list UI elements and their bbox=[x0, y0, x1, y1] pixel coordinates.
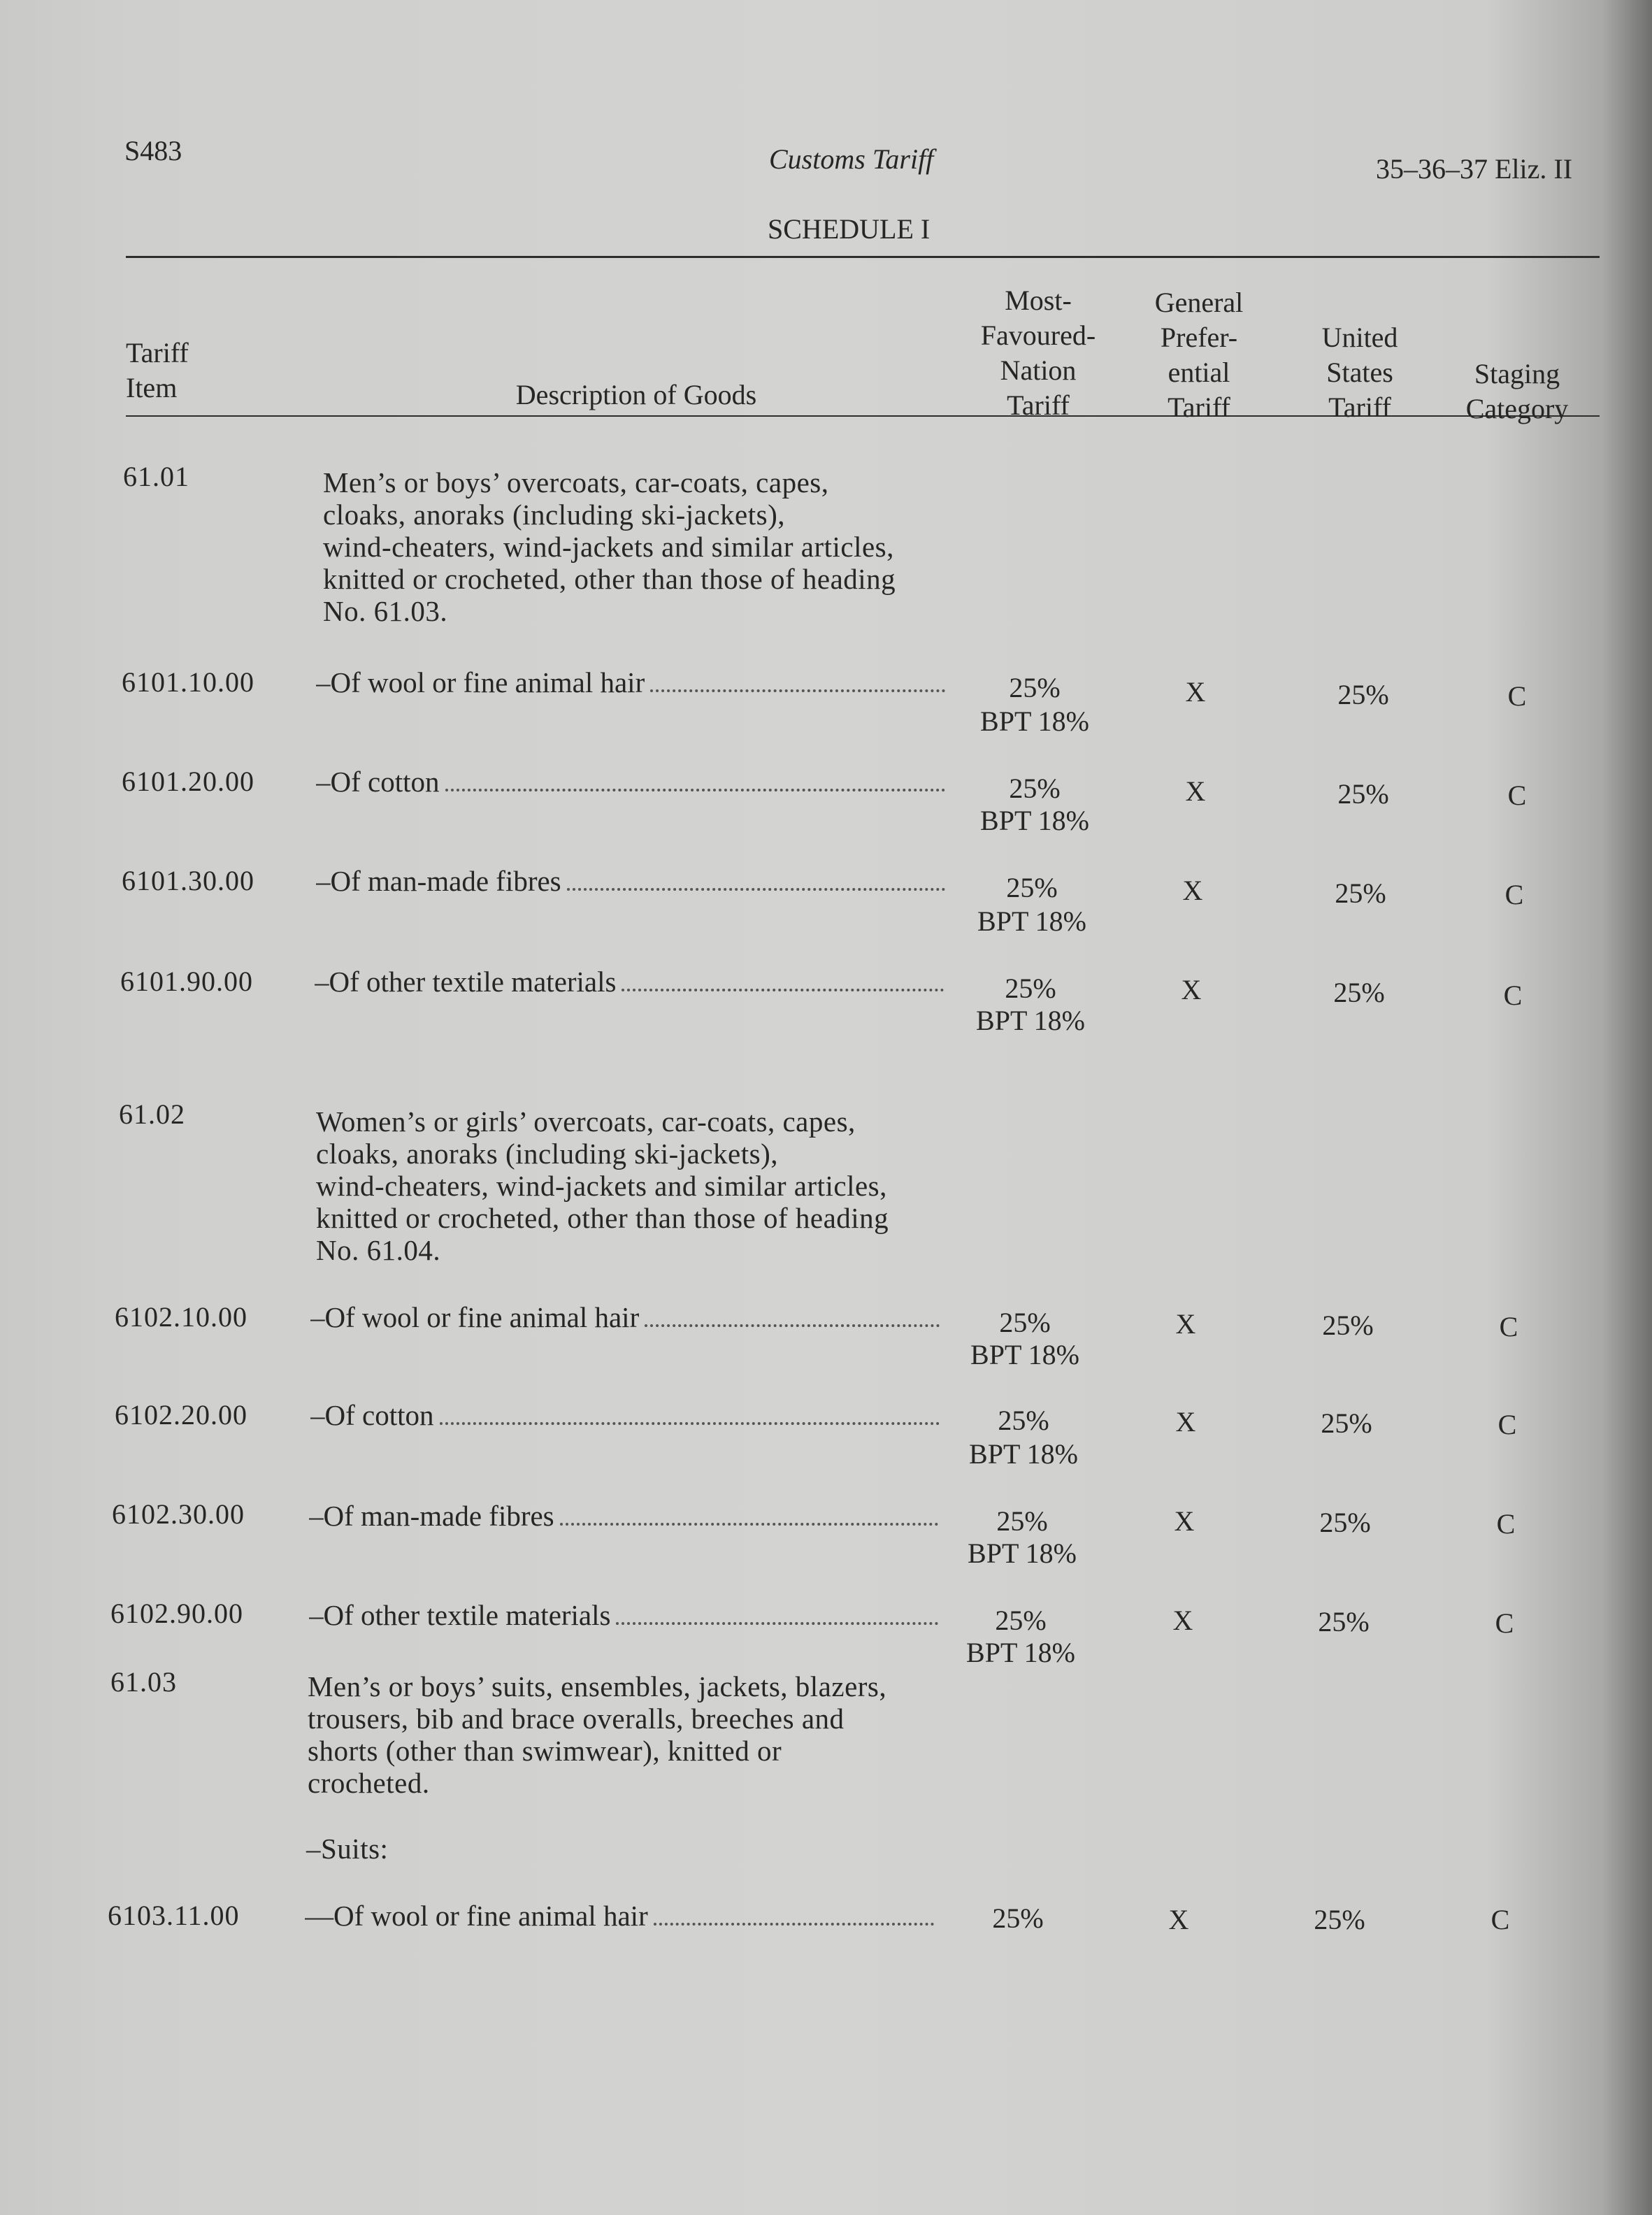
mfn-rate: 25% bbox=[999, 1307, 1051, 1338]
mfn-rate: 25% bbox=[992, 1902, 1044, 1934]
mfn-bpt-rate: BPT 18% bbox=[980, 805, 1089, 836]
staging-category: C bbox=[1497, 1409, 1517, 1440]
gpt-rate: X bbox=[1174, 1505, 1195, 1537]
us-rate: 25% bbox=[1321, 1407, 1372, 1439]
col-description: Description of Goods bbox=[515, 379, 757, 410]
goods-description: –Of other textile materials bbox=[315, 968, 944, 996]
tariff-item-code: 6101.20.00 bbox=[122, 766, 254, 797]
gpt-rate: X bbox=[1175, 1308, 1196, 1340]
tariff-item-code: 6102.90.00 bbox=[110, 1598, 243, 1629]
heading-description-line: shorts (other than swimwear), knitted or bbox=[308, 1735, 782, 1767]
mfn-rate: 25% bbox=[1009, 672, 1061, 703]
mfn-rate: 25% bbox=[1005, 973, 1056, 1004]
heading-code: 61.03 bbox=[110, 1666, 177, 1698]
mfn-bpt-rate: BPT 18% bbox=[968, 1537, 1077, 1569]
gpt-rate: X bbox=[1182, 875, 1203, 906]
mfn-bpt-rate: BPT 18% bbox=[977, 905, 1086, 937]
heading-description-line: wind-cheaters, wind-jackets and similar articles, bbox=[323, 531, 894, 563]
mfn-bpt-rate: BPT 18% bbox=[969, 1438, 1078, 1470]
tariff-item-code: 6102.30.00 bbox=[112, 1498, 245, 1530]
tariff-item-code: 6102.10.00 bbox=[115, 1301, 247, 1333]
col-staging-category: Staging Category bbox=[1465, 358, 1569, 424]
mfn-rate: 25% bbox=[1009, 773, 1061, 804]
mfn-rate: 25% bbox=[998, 1405, 1049, 1436]
us-rate: 25% bbox=[1318, 1606, 1370, 1637]
heading-description-line: trousers, bib and brace overalls, breeches and bbox=[308, 1703, 845, 1735]
heading-description-line: knitted or crocheted, other than those of heading bbox=[316, 1202, 889, 1234]
heading-code: 61.01 bbox=[123, 461, 189, 492]
gpt-rate: X bbox=[1172, 1605, 1193, 1636]
heading-code: 61.02 bbox=[119, 1098, 185, 1130]
us-rate: 25% bbox=[1337, 778, 1389, 810]
tariff-item-code: 6102.20.00 bbox=[115, 1399, 247, 1431]
tariff-item-code: 6101.90.00 bbox=[120, 966, 253, 997]
goods-description: –Of wool or fine animal hair bbox=[310, 1303, 940, 1332]
gpt-rate: X bbox=[1185, 775, 1206, 807]
mfn-rate: 25% bbox=[1006, 872, 1058, 903]
col-tariff-item: Tariff Item bbox=[126, 337, 189, 403]
staging-category: C bbox=[1503, 980, 1523, 1011]
statute-reference: 35–36–37 Eliz. II bbox=[1376, 153, 1573, 185]
heading-description-line: cloaks, anoraks (including ski-jackets), bbox=[316, 1138, 779, 1170]
goods-description: –Of other textile materials bbox=[309, 1601, 938, 1630]
heading-description-line: Men’s or boys’ suits, ensembles, jackets, blazers, bbox=[308, 1670, 887, 1703]
heading-description-line: Men’s or boys’ overcoats, car-coats, capes, bbox=[323, 466, 829, 499]
col-us-tariff: United States Tariff bbox=[1321, 322, 1398, 423]
us-rate: 25% bbox=[1337, 679, 1389, 710]
goods-description: –Of cotton bbox=[310, 1401, 940, 1430]
tariff-item-code: 6101.10.00 bbox=[122, 666, 254, 698]
col-mfn-tariff: Most- Favoured- Nation Tariff bbox=[980, 285, 1096, 421]
gpt-rate: X bbox=[1181, 974, 1202, 1005]
us-rate: 25% bbox=[1314, 1904, 1365, 1935]
heading-description-line: wind-cheaters, wind-jackets and similar articles, bbox=[316, 1170, 887, 1202]
heading-description-line: crocheted. bbox=[308, 1767, 430, 1799]
running-title: Customs Tariff bbox=[769, 143, 934, 175]
mfn-bpt-rate: BPT 18% bbox=[966, 1637, 1075, 1668]
us-rate: 25% bbox=[1322, 1310, 1374, 1341]
gpt-rate: X bbox=[1175, 1406, 1196, 1438]
col-gpt-tariff: General Prefer- ential Tariff bbox=[1154, 287, 1244, 423]
us-rate: 25% bbox=[1319, 1507, 1371, 1538]
staging-category: C bbox=[1495, 1607, 1514, 1639]
top-rule bbox=[126, 256, 1600, 258]
heading-description-line: No. 61.04. bbox=[316, 1234, 441, 1266]
schedule-title: SCHEDULE I bbox=[768, 213, 931, 245]
gpt-rate: X bbox=[1168, 1904, 1189, 1935]
us-rate: 25% bbox=[1333, 977, 1385, 1008]
tariff-item-code: 6101.30.00 bbox=[122, 865, 254, 896]
staging-category: C bbox=[1504, 879, 1524, 910]
heading-description-line: knitted or crocheted, other than those of heading bbox=[323, 563, 896, 595]
goods-description: –Of cotton bbox=[316, 768, 945, 796]
goods-description: —Of wool or fine animal hair bbox=[305, 1902, 934, 1930]
tariff-item-code: 6103.11.00 bbox=[108, 1900, 240, 1931]
mfn-bpt-rate: BPT 18% bbox=[976, 1005, 1085, 1036]
us-rate: 25% bbox=[1335, 877, 1386, 909]
staging-category: C bbox=[1499, 1311, 1518, 1342]
heading-description-line: No. 61.03. bbox=[323, 595, 448, 627]
staging-category: C bbox=[1496, 1508, 1516, 1540]
goods-description: –Of wool or fine animal hair bbox=[316, 668, 945, 697]
page-number: S483 bbox=[124, 135, 182, 166]
staging-category: C bbox=[1491, 1904, 1510, 1935]
gpt-rate: X bbox=[1185, 676, 1206, 708]
staging-category: C bbox=[1507, 680, 1527, 712]
heading-description-line: cloaks, anoraks (including ski-jackets), bbox=[323, 499, 786, 531]
goods-description: –Of man-made fibres bbox=[316, 867, 945, 896]
mfn-bpt-rate: BPT 18% bbox=[980, 705, 1089, 737]
heading-description-line: Women’s or girls’ overcoats, car-coats, capes, bbox=[316, 1105, 856, 1138]
mfn-rate: 25% bbox=[995, 1605, 1047, 1636]
staging-category: C bbox=[1507, 780, 1527, 811]
mfn-bpt-rate: BPT 18% bbox=[970, 1339, 1079, 1370]
subheading-suits: –Suits: bbox=[306, 1833, 389, 1865]
goods-description: –Of man-made fibres bbox=[309, 1502, 938, 1531]
mfn-rate: 25% bbox=[996, 1505, 1048, 1537]
